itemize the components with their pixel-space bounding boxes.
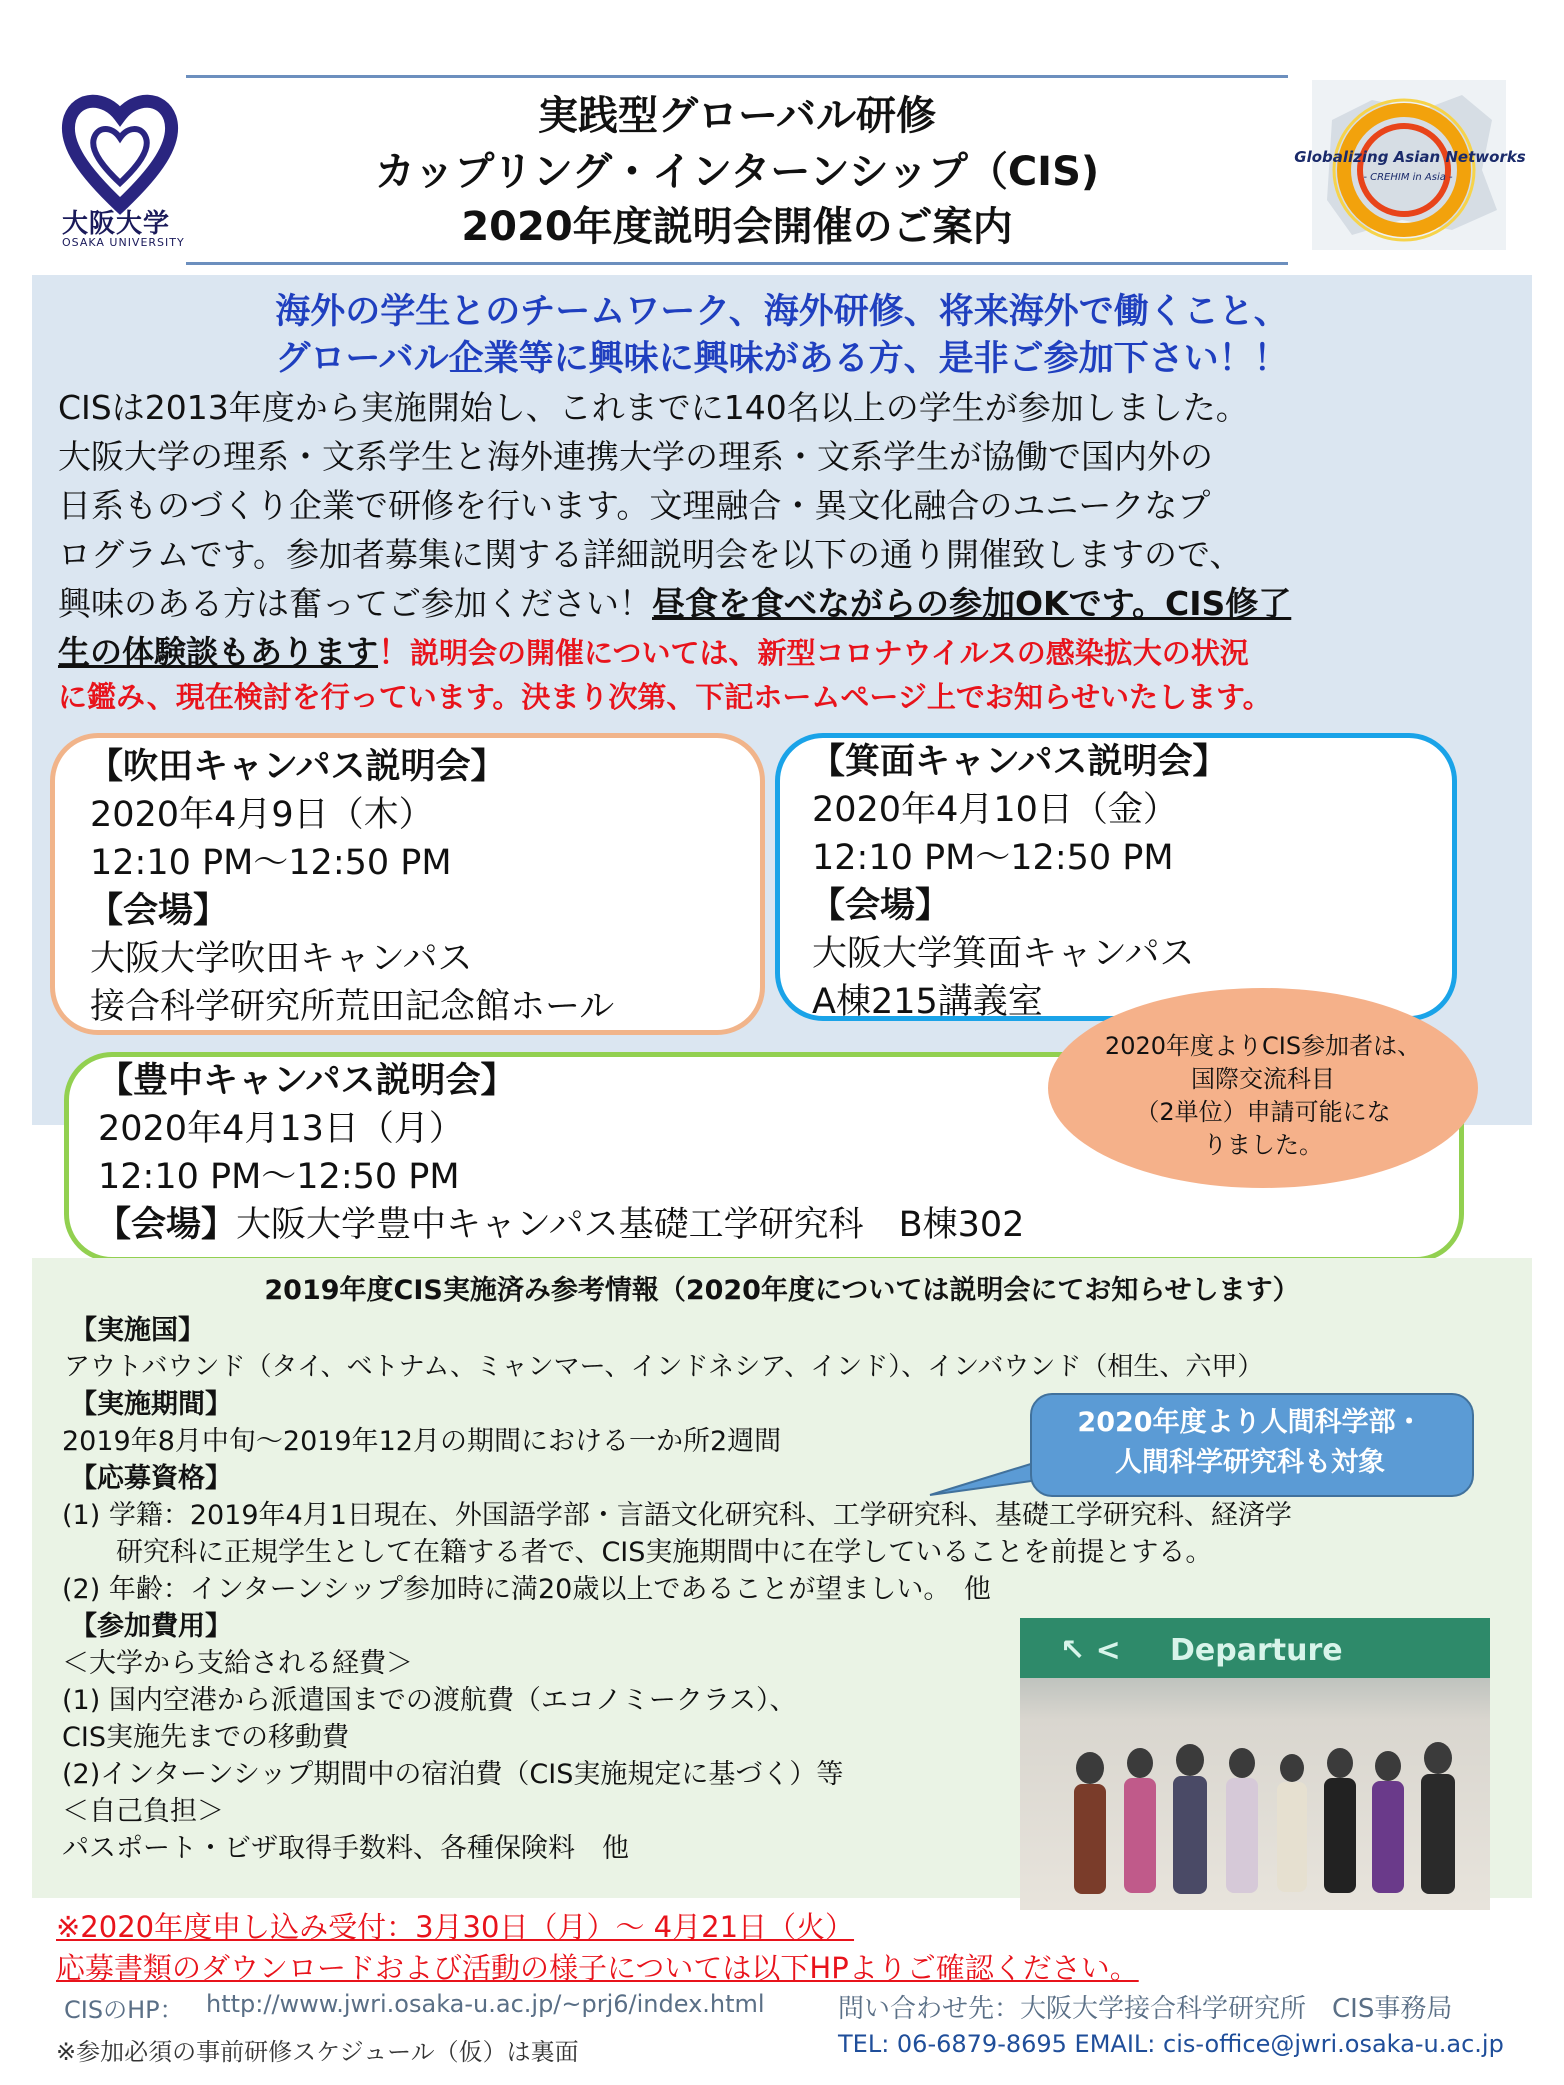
- callout-text: [1030, 1403, 1470, 1483]
- suita-venue-2: 接合科学研究所荒田記念館ホール: [90, 987, 615, 1027]
- suita-venue-label: 【会場】: [88, 891, 229, 931]
- contact-info: 問い合わせ先：大阪大学接合科学研究所 CIS事務局: [838, 1994, 1453, 2024]
- lead-line-2: グローバル企業等に興味に興味がある方、是非ご参加下さい！！: [275, 339, 1289, 379]
- alumni-note-start: CIS修了: [1165, 584, 1292, 623]
- intro-paragraph-line-6: [58, 629, 1518, 677]
- cost-1a: (1) 国内空港から派遣国までの渡航費（エコノミークラス）、: [62, 1685, 797, 1716]
- eligibility-1b: 研究科に正規学生として在籍する者で、CIS実施期間中に在学していることを前提とする。: [116, 1537, 1213, 1568]
- toyonaka-venue: 大阪大学豊中キャンパス基礎工学研究科 B棟302: [236, 1205, 1025, 1245]
- callout-line-1: 2020年度より人間科学部・: [1077, 1407, 1423, 1438]
- credit-note-line-4: りました。: [1203, 1131, 1323, 1159]
- period-label: 【実施期間】: [70, 1389, 232, 1420]
- minoh-venue-label: 【会場】: [810, 886, 951, 926]
- title-line-1: 実践型グローバル研修: [538, 93, 936, 139]
- intro-paragraph-line-5: [58, 580, 1518, 627]
- hp-label: CISのHP：: [64, 1996, 184, 2024]
- schedule-note: ※参加必須の事前研修スケジュール（仮）は裏面: [56, 2038, 579, 2066]
- minoh-venue-1: 大阪大学箕面キャンパス: [812, 934, 1195, 974]
- intro-paragraph-line-4: ログラムです。参加者募集に関する詳細説明会を以下の通り開催致しますので、: [58, 535, 1243, 574]
- toyonaka-time: 12:10 PM～12:50 PM: [98, 1157, 460, 1197]
- application-deadline: ※2020年度申し込み受付：3月30日（月）～ 4月21日（火）: [56, 1910, 855, 1944]
- toyonaka-venue-label: 【会場】: [96, 1205, 237, 1245]
- minoh-venue-2: A棟215講義室: [812, 982, 1043, 1022]
- lunch-note: 昼食を食べながらの参加OKです。: [652, 584, 1165, 623]
- toyonaka-venue-line: [96, 1200, 1024, 1250]
- cost-2: (2)インターンシップ期間中の宿泊費（CIS実施規定に基づく）等: [62, 1759, 844, 1790]
- group-photo: [1020, 1618, 1490, 1910]
- cost-1b: CIS実施先までの移動費: [62, 1722, 349, 1753]
- network-logo-subtext: - CREHIM in Asia -: [1363, 172, 1453, 183]
- tel-email[interactable]: TEL: 06-6879-8695 EMAIL: cis-office@jwri.osaka-u.ac.jp: [838, 2030, 1504, 2058]
- credit-note-line-1: 2020年度よりCIS参加者は、: [1104, 1032, 1422, 1060]
- countries-label: 【実施国】: [70, 1315, 205, 1346]
- photo-sign-text: Departure: [1170, 1633, 1343, 1668]
- info-title: 2019年度CIS実施済み参考情報（2020年度については説明会にてお知らせします）: [264, 1275, 1300, 1306]
- minoh-date: 2020年4月10日（金）: [812, 790, 1178, 830]
- cost-self-items: パスポート・ビザ取得手数料、各種保険料 他: [62, 1833, 629, 1864]
- intro-paragraph-line-2: 大阪大学の理系・文系学生と海外連携大学の理系・文系学生が協働で国内外の: [58, 437, 1213, 476]
- cost-label: 【参加費用】: [70, 1611, 232, 1642]
- countries: アウトバウンド（タイ、ベトナム、ミャンマー、インドネシア、インド）、インバウンド（相生、六甲）: [64, 1352, 1264, 1382]
- network-logo-text: Globalizing Asian Networks: [1294, 148, 1526, 166]
- eligibility-1a: (1) 学籍：2019年4月1日現在、外国語学部・言語文化研究科、工学研究科、基礎工学研究科、経済学: [62, 1500, 1292, 1531]
- hp-url-link[interactable]: http://www.jwri.osaka-u.ac.jp/~prj6/index.html: [206, 1990, 765, 2018]
- period: 2019年8月中旬～2019年12月の期間における一か所2週間: [62, 1426, 782, 1457]
- alumni-note-end: 生の体験談もあります: [58, 633, 379, 671]
- credit-note-line-2: 国際交流科目: [1191, 1065, 1335, 1093]
- credit-note-line-3: （2単位）申請可能にな: [1135, 1098, 1391, 1126]
- toyonaka-heading: 【豊中キャンパス説明会】: [98, 1061, 516, 1101]
- minoh-heading: 【箕面キャンパス説明会】: [810, 742, 1228, 782]
- credit-note-text: [1048, 1030, 1478, 1162]
- title-line-3: 2020年度説明会開催のご案内: [461, 204, 1013, 250]
- cost-self-label: ＜自己負担＞: [62, 1796, 224, 1827]
- header-rule-top: [186, 75, 1288, 78]
- exclamation: ！: [378, 633, 411, 671]
- intro-paragraph-line-1: CISは2013年度から実施開始し、これまでに140名以上の学生が参加しました。: [58, 388, 1249, 427]
- suita-heading: 【吹田キャンパス説明会】: [88, 747, 506, 787]
- lead-line-1: 海外の学生とのチームワーク、海外研修、将来海外で働くこと、: [275, 292, 1289, 332]
- eligibility-label: 【応募資格】: [70, 1463, 232, 1494]
- minoh-time: 12:10 PM～12:50 PM: [812, 838, 1174, 878]
- svg-text:↖ <: ↖ <: [1060, 1633, 1121, 1668]
- toyonaka-date: 2020年4月13日（月）: [98, 1109, 464, 1149]
- globalizing-asian-networks-logo: [1294, 80, 1526, 250]
- university-name-en: OSAKA UNIVERSITY: [62, 236, 185, 249]
- suita-date: 2020年4月9日（木）: [90, 795, 434, 835]
- suita-time: 12:10 PM～12:50 PM: [90, 843, 452, 883]
- cost-university-label: ＜大学から支給される経費＞: [62, 1648, 413, 1679]
- title-line-2: カップリング・インターンシップ（CIS): [374, 149, 1100, 195]
- eligibility-2: (2) 年齢：インターンシップ参加時に満20歳以上であることが望ましい。 他: [62, 1574, 991, 1605]
- covid-notice-start: 説明会の開催については、新型コロナウイルスの感染拡大の状況: [410, 636, 1249, 670]
- suita-venue-1: 大阪大学吹田キャンパス: [90, 939, 473, 979]
- university-name-jp: 大阪大学: [62, 209, 171, 239]
- intro-text: 興味のある方は奮ってご参加ください！: [58, 584, 652, 623]
- header-rule-bottom: [186, 262, 1288, 265]
- intro-paragraph-line-3: 日系ものづくり企業で研修を行います。文理融合・異文化融合のユニークなプ: [58, 486, 1211, 525]
- download-notice: 応募書類のダウンロードおよび活動の様子については以下HPよりご確認ください。: [56, 1951, 1139, 1985]
- covid-notice-end: に鑑み、現在検討を行っています。決まり次第、下記ホームページ上でお知らせいたします。: [58, 680, 1272, 714]
- callout-line-2: 人間科学研究科も対象: [1115, 1447, 1385, 1478]
